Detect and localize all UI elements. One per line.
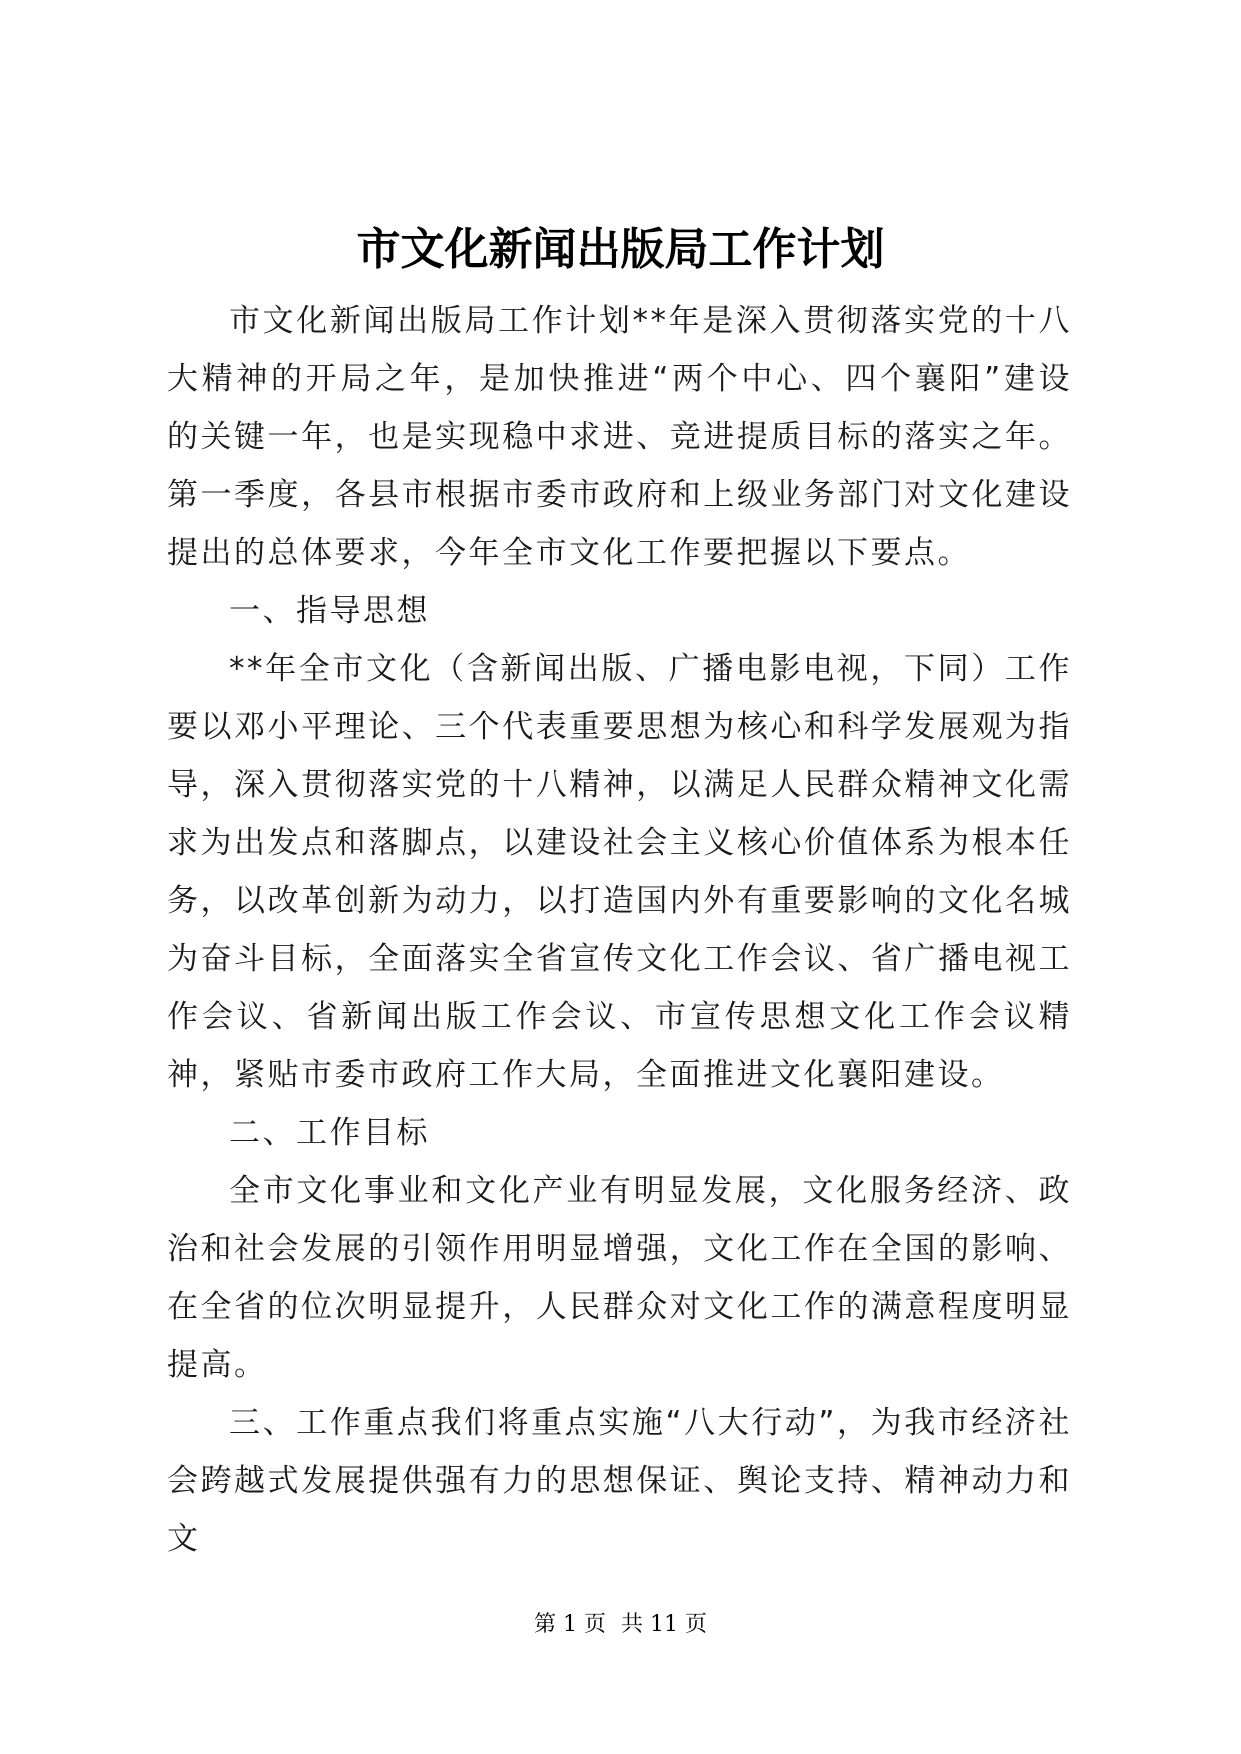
section-heading-work-goals: 二、工作目标 [229, 1115, 430, 1151]
section-heading-guiding-ideology: 一、指导思想 [229, 593, 430, 629]
page-footer [0, 1610, 1241, 1640]
document-body [167, 292, 1072, 1568]
work-goals-paragraph: 全市文化事业和文化产业有明显发展，文化服务经济、政治和社会发展的引领作用明显增强，文化工作在全国的影响、在全省的位次明显提升，人民群众对文化工作的满意程度明显提高。 [167, 1173, 1072, 1383]
total-page-count: 共 11 页 [621, 1612, 707, 1637]
guiding-ideology-paragraph: **年全市文化（含新闻出版、广播电影电视，下同）工作要以邓小平理论、三个代表重要思想为核心和科学发展观为指导，深入贯彻落实党的十八精神，以满足人民群众精神文化需求为出发点和落脚点，以建设社会主义核心价值体系为根本任务，以改革创新为动力，以打造国内外有重要影响的文化名城为奋斗目标，全面落实全省宣传文化工作会议、省广播电视工作会议、省新闻出版工作会议、市宣传思想文化工作会议精神，紧贴市委市政府工作大局，全面推进文化襄阳建设。 [167, 651, 1072, 1093]
current-page-number: 第 1 页 [534, 1612, 606, 1637]
document-title: 市文化新闻出版局工作计划 [356, 224, 885, 275]
work-focus-paragraph: 三、工作重点我们将重点实施“八大行动”，为我市经济社会跨越式发展提供强有力的思想保证、舆论支持、精神动力和文 [167, 1405, 1072, 1557]
intro-paragraph: 市文化新闻出版局工作计划**年是深入贯彻落实党的十八大精神的开局之年，是加快推进“两个中心、四个襄阳”建设的关键一年，也是实现稳中求进、竞进提质目标的落实之年。第一季度，各县市根据市委市政府和上级业务部门对文化建设提出的总体要求，今年全市文化工作要把握以下要点。 [167, 303, 1072, 571]
